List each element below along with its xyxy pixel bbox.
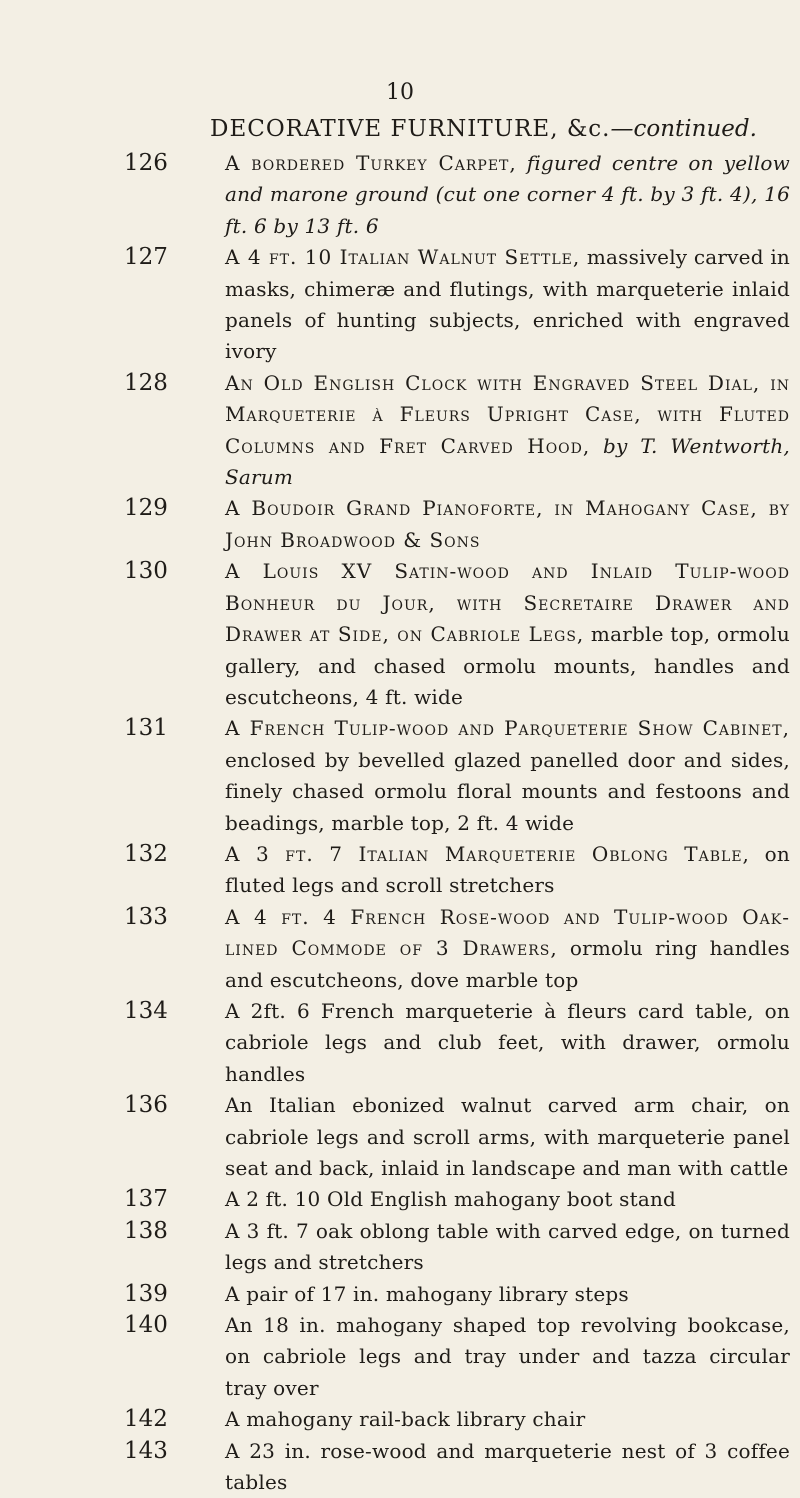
lot-description — [225, 1404, 790, 1435]
lot-number: 129 — [124, 495, 168, 522]
lot-text: A 2ft. 6 French marqueterie à fleurs card table, on cabriole legs and club feet, with drawer, ormolu handles — [225, 998, 790, 1086]
section-continued: —continued. — [610, 116, 757, 142]
section-title: DECORATIVE FURNITURE, &c. — [210, 116, 611, 142]
lot-text: marble top, ormolu gallery, and chased ormolu mounts, handles and escutcheons, 4 ft. wide — [225, 622, 790, 709]
lot-description — [225, 839, 790, 902]
lot-lead: A bordered Turkey Carpet, — [225, 151, 517, 175]
lot-description — [225, 493, 790, 556]
lot-description — [225, 996, 790, 1090]
lot-lead: A 4 ft. 4 French Rose-wood and Tulip-wood Oak-lined Commode of 3 Drawers, — [225, 904, 790, 961]
lot-description — [225, 148, 790, 242]
lot-description — [225, 902, 790, 996]
lot-description — [225, 242, 790, 368]
lot-item — [0, 493, 800, 556]
lot-number: 127 — [124, 244, 168, 271]
lot-number: 137 — [124, 1186, 168, 1213]
lot-number: 140 — [124, 1312, 168, 1339]
lot-item — [0, 368, 800, 494]
lot-number: 143 — [124, 1437, 168, 1464]
lot-number: 131 — [124, 715, 168, 742]
lot-number: 139 — [124, 1280, 168, 1307]
lot-item — [0, 556, 800, 713]
section-heading — [210, 116, 790, 142]
lot-item — [0, 1184, 800, 1215]
lot-number: 126 — [124, 150, 168, 176]
lot-text: A 2 ft. 10 Old English mahogany boot stand — [225, 1187, 677, 1212]
lot-number: 130 — [124, 558, 168, 585]
lot-item — [0, 839, 800, 902]
lot-description — [225, 1184, 790, 1215]
lot-text: An Italian ebonized walnut carved arm chair, on cabriole legs and scroll arms, with marqueterie panel seat and back, inlaid in landscape and man with cattle — [225, 1093, 790, 1180]
lot-description — [225, 556, 790, 713]
lot-list — [0, 148, 800, 1498]
lot-description — [225, 1279, 790, 1310]
lot-number: 133 — [124, 903, 168, 930]
lot-text: ormolu ring handles and escutcheons, dove marble top — [225, 936, 790, 992]
lot-item — [0, 1090, 800, 1184]
lot-number: 128 — [124, 369, 168, 396]
lot-description — [225, 1090, 790, 1184]
lot-lead: An Old English Clock with Engraved Steel Dial, in Marqueterie à Fleurs Upright Case, with Fluted Columns and Fret Carved Hood, — [225, 370, 790, 458]
lot-lead: A Boudoir Grand Pianoforte, in Mahogany Case, by John Broadwood & Sons — [225, 496, 790, 552]
lot-description — [225, 1310, 790, 1404]
lot-item — [0, 1216, 800, 1279]
lot-number: 142 — [124, 1406, 168, 1433]
lot-number: 134 — [124, 997, 168, 1024]
lot-lead: A 4 ft. 10 Italian Walnut Settle, — [225, 245, 581, 270]
lot-description — [225, 368, 790, 494]
lot-description — [225, 1436, 790, 1498]
lot-text: on fluted legs and scroll stretchers — [225, 841, 790, 898]
lot-number: 138 — [124, 1217, 168, 1244]
lot-description — [225, 713, 790, 839]
lot-item — [0, 1310, 800, 1404]
lot-item — [0, 1404, 800, 1435]
lot-text: by T. Wentworth, Sarum — [225, 433, 790, 490]
lot-item — [0, 902, 800, 996]
lot-lead: A French Tulip-wood and Parqueterie Show Cabinet, — [225, 716, 790, 741]
lot-item — [0, 1279, 800, 1310]
lot-number: 132 — [124, 840, 168, 867]
lot-item — [0, 148, 800, 242]
lot-text: A pair of 17 in. mahogany library steps — [225, 1281, 629, 1306]
lot-text: enclosed by bevelled glazed panelled door and sides, finely chased ormolu floral mounts and festoons and beadings, marble top, 2 ft. 4 wide — [225, 747, 790, 835]
lot-text: figured centre on yellow and marone ground (cut one corner 4 ft. by 3 ft. 4), 16 ft. 6 by 13 ft. 6 — [225, 151, 790, 238]
lot-item — [0, 713, 800, 839]
lot-item — [0, 996, 800, 1090]
lot-item — [0, 1436, 800, 1498]
lot-text: A 23 in. rose-wood and marqueterie nest of 3 coffee tables — [225, 1438, 790, 1495]
lot-lead: A Louis XV Satin-wood and Inlaid Tulip-wood Bonheur du Jour, with Secretaire Drawer and Drawer at Side, on Cabriole Legs, — [225, 559, 790, 647]
lot-text: A 3 ft. 7 oak oblong table with carved edge, on turned legs and stretchers — [225, 1218, 790, 1275]
lot-description — [225, 1216, 790, 1279]
lot-text: massively carved in masks, chimeræ and flutings, with marqueterie inlaid panels of hunting subjects, enriched with engraved ivory — [225, 245, 790, 364]
lot-text: A mahogany rail-back library chair — [225, 1407, 586, 1432]
lot-item — [0, 242, 800, 368]
page-number: 10 — [386, 80, 414, 105]
lot-text: An 18 in. mahogany shaped top revolving bookcase, on cabriole legs and tray under and tazza circular tray over — [225, 1313, 790, 1400]
lot-lead: A 3 ft. 7 Italian Marqueterie Oblong Table, — [225, 841, 750, 866]
lot-number: 136 — [124, 1092, 168, 1119]
